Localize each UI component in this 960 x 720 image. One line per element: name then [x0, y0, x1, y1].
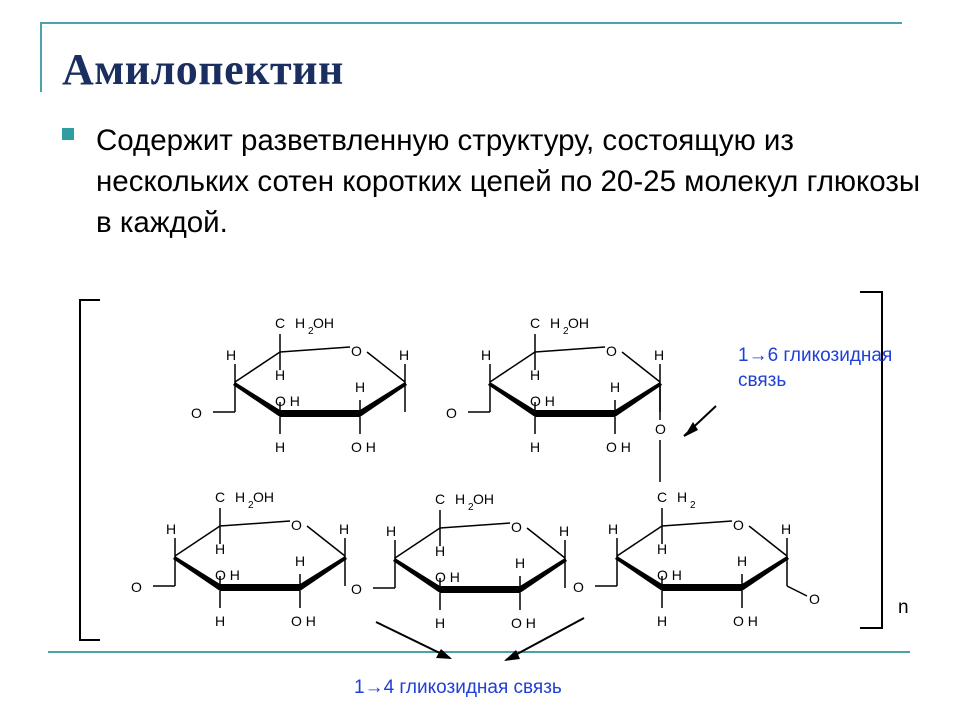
ring-bond: [220, 521, 290, 526]
right-bracket: [860, 292, 882, 628]
glycosidic-16-line1: 1→6 гликозидная: [738, 345, 893, 366]
glycosidic-16-line2: связь: [738, 370, 787, 391]
h-label: H: [215, 541, 226, 557]
h-label: H: [275, 439, 286, 455]
h-label: H: [515, 555, 526, 571]
h-label: H: [654, 347, 665, 363]
ch2-oh-label: OH: [473, 491, 494, 507]
oh-label: O H: [733, 613, 758, 629]
ring-wedge-front: [440, 586, 520, 593]
ring-wedge-left: [488, 382, 535, 417]
ring-wedge-front: [662, 584, 742, 591]
bullet-text: Содержит разветвленную структуру, состоящую из нескольких сотен коротких цепей по 20-25 молекул глюкозы в каждой.: [96, 124, 921, 239]
h-label: H: [481, 347, 492, 363]
ch2-subscript: 2: [308, 326, 314, 337]
ring-wedge-front: [535, 410, 615, 417]
terminal-oxygen-label: O: [809, 591, 820, 607]
ring-wedge-right: [300, 556, 347, 591]
ch2-oh-label: OH: [313, 315, 334, 331]
ch2-carbon-label: C: [275, 315, 286, 331]
h-label: H: [399, 347, 410, 363]
left-bracket: [80, 300, 100, 640]
glucose-ring: [351, 491, 569, 631]
ring-bond: [175, 526, 220, 556]
ch2-subscript: 2: [690, 500, 696, 511]
ring-wedge-front: [220, 584, 300, 591]
oh-label: O H: [215, 567, 240, 583]
ch2-h-label: H: [235, 489, 246, 505]
h-label: H: [435, 615, 446, 631]
link-oxygen-label: O: [573, 579, 584, 595]
ch2-h-label: H: [455, 491, 466, 507]
ring-wedge-left: [393, 558, 440, 593]
glucose-ring: [573, 489, 820, 629]
ch2-carbon-label: C: [435, 491, 446, 507]
glycosidic-16-label: [738, 345, 898, 391]
link-oxygen-label: O: [446, 405, 457, 421]
ring-wedge-right: [520, 558, 567, 593]
h-label: H: [339, 521, 350, 537]
h-label: H: [657, 541, 668, 557]
h-label: H: [530, 439, 541, 455]
ch2-h-label: H: [295, 315, 306, 331]
ring-wedge-right: [742, 556, 789, 591]
ring-bond: [280, 347, 350, 352]
ch2-carbon-label: C: [215, 489, 226, 505]
ring-bond: [395, 528, 440, 558]
ring-bond: [617, 526, 662, 556]
ring-bond: [235, 352, 280, 382]
ch2-subscript: 2: [468, 502, 474, 513]
ch2-oh-label: OH: [253, 489, 274, 505]
glucose-ring: [446, 315, 664, 455]
ch2-carbon-label: C: [530, 315, 541, 331]
oh-label: O H: [275, 393, 300, 409]
ch2-subscript: 2: [563, 326, 569, 337]
ring-oxygen-label: O: [291, 517, 302, 533]
oh-label: O H: [657, 567, 682, 583]
h-label: H: [610, 379, 621, 395]
link-oxygen-label: O: [191, 405, 202, 421]
oh-label: O H: [351, 439, 376, 455]
h-label: H: [295, 553, 306, 569]
ring-oxygen-label: O: [511, 519, 522, 535]
h-label: H: [386, 523, 397, 539]
h-label: H: [737, 553, 748, 569]
ring-bond: [662, 521, 732, 526]
h-label: H: [530, 367, 541, 383]
glucose-units: [131, 315, 820, 631]
ring-wedge-front: [280, 410, 360, 417]
oh-label: O H: [511, 615, 536, 631]
ring-bond: [440, 523, 510, 528]
h-label: H: [166, 521, 177, 537]
ch2-oh-label: OH: [568, 315, 589, 331]
oh-label: O H: [606, 439, 631, 455]
h-label: H: [657, 613, 668, 629]
ch2-h-label: H: [677, 489, 688, 505]
ring-wedge-left: [173, 556, 220, 591]
ring-wedge-left: [615, 556, 662, 591]
repeat-label: n: [898, 597, 909, 618]
h-label: H: [608, 521, 619, 537]
oh-label: O H: [291, 613, 316, 629]
ring-oxygen-label: O: [606, 343, 617, 359]
glucose-ring: [131, 489, 349, 629]
link-oxygen-label: O: [131, 579, 142, 595]
glycosidic-14-arrowhead-right: [504, 650, 520, 661]
link-oxygen-label: O: [351, 581, 362, 597]
ch2-h-label: H: [550, 315, 561, 331]
h-label: H: [781, 521, 792, 537]
ring-wedge-right: [360, 382, 407, 417]
glycosidic-14-label: 1→4 гликозидная связь: [354, 677, 562, 698]
oh-label: O H: [530, 393, 555, 409]
branch-oxygen-label: O: [655, 421, 666, 437]
h-label: H: [226, 347, 237, 363]
slide-title: Амилопектин: [62, 45, 344, 94]
glucose-ring: [191, 315, 409, 455]
h-label: H: [355, 379, 366, 395]
link-bond: [787, 586, 807, 596]
glycosidic-14-arrowhead-left: [436, 649, 452, 659]
h-label: H: [435, 543, 446, 559]
ring-oxygen-label: O: [351, 343, 362, 359]
ring-bond: [490, 352, 535, 382]
h-label: H: [215, 613, 226, 629]
h-label: H: [275, 367, 286, 383]
ch2-subscript: 2: [248, 500, 254, 511]
ch2-carbon-label: C: [657, 489, 668, 505]
ring-wedge-left: [233, 382, 280, 417]
oh-label: O H: [435, 569, 460, 585]
ring-bond: [535, 347, 605, 352]
ring-oxygen-label: O: [733, 517, 744, 533]
h-label: H: [559, 523, 570, 539]
ring-wedge-right: [615, 382, 662, 417]
